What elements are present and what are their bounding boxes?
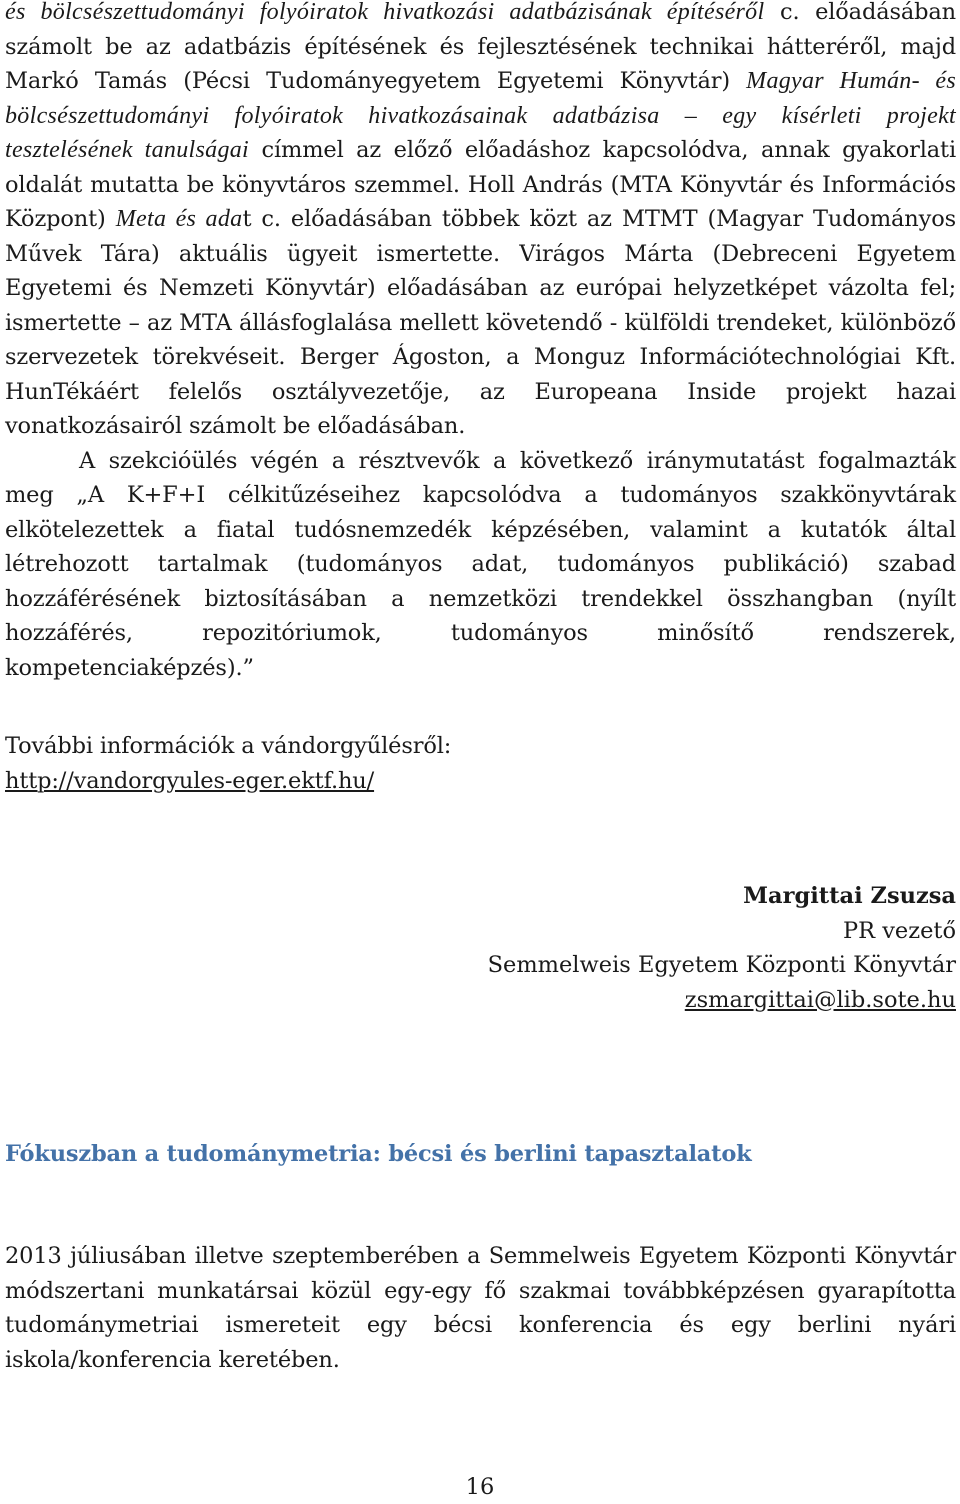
page-number: 16	[465, 1474, 495, 1500]
signature-role: PR vezető	[842, 917, 956, 944]
signature-name: Margittai Zsuzsa	[743, 883, 956, 909]
paragraph-presentations	[5, 0, 956, 444]
signature-block	[5, 879, 956, 1017]
italic-title-3: Meta és ada	[115, 206, 243, 232]
italic-title-2: Magyar Humán- és bölcsészettudományi folyóiratok hivatkozásainak adatbázisa – egy kísérleti projekt tesztelésének tanulságai	[5, 68, 956, 163]
italic-title-1: és bölcsészettudományi folyóiratok hivatkozási adatbázisának építéséről	[5, 0, 765, 25]
text-run-3: t c. előadásában többek közt az MTMT (Magyar Tudományos Művek Tára) aktuális ügyeit ismertette. Virágos Márta (Debreceni Egyetem Egyetemi és Nemzeti Könyvtár) előadásában az európai helyzetképet vázolta fel; ismertette – az MTA állásfoglalása mellett követendő - külföldi trendeket, különböző szervezetek törekvéseit. Berger Ágoston, a Monguz Információtechnológiai Kft. HunTékáért felelős osztályvezetője, az Europeana Inside projekt hazai vonatkozásairól számolt be előadásában.	[5, 206, 957, 439]
text-run-1: c. előadásában számolt be az adatbázis építésének és fejlesztésének technikai hátteréről, majd Markó Tamás (Pécsi Tudományegyetem Egyetemi Könyvtár)	[5, 0, 956, 94]
text-run-2: címmel az előző előadáshoz kapcsolódva, annak gyakorlati oldalát mutatta be könyvtáros szemmel. Holl András (MTA Könyvtár és Információs Központ)	[5, 137, 956, 232]
more-info-label: További információk a vándorgyűlésről:	[5, 733, 452, 759]
section-body: 2013 júliusában illetve szeptemberében a Semmelweis Egyetem Központi Könyvtár módszertani munkatársai közül egy-egy fő szakmai továbbképzésen gyarapította tudománymetriai ismereteit egy bécsi konferencia és egy berlini nyári iskola/konferencia keretében.	[5, 1243, 956, 1373]
signature-org: Semmelweis Egyetem Központi Könyvtár	[487, 952, 956, 978]
more-info-link[interactable]: http://vandorgyules-eger.ektf.hu/	[5, 767, 375, 794]
signature-email-link[interactable]: zsmargittai@lib.sote.hu	[684, 986, 956, 1013]
paragraph-conclusion: A szekcióülés végén a résztvevők a következő iránymutatást fogalmazták meg „A K+F+I célkitűzéseihez kapcsolódva a tudományos szakkönyvtárak elkötelezettek a fiatal tudósnemzedék képzésében, valamint a kutatók által létrehozott tartalmak (tudományos adat, tudományos publikáció) szabad hozzáférésének biztosításában a nemzetközi trendekkel összhangban (nyílt hozzáférés, repozitóriumok, tudományos minősítő rendszerek, kompetenciaképzés).”	[5, 447, 956, 681]
section-heading: Fókuszban a tudománymetria: bécsi és berlini tapasztalatok	[5, 1141, 752, 1167]
